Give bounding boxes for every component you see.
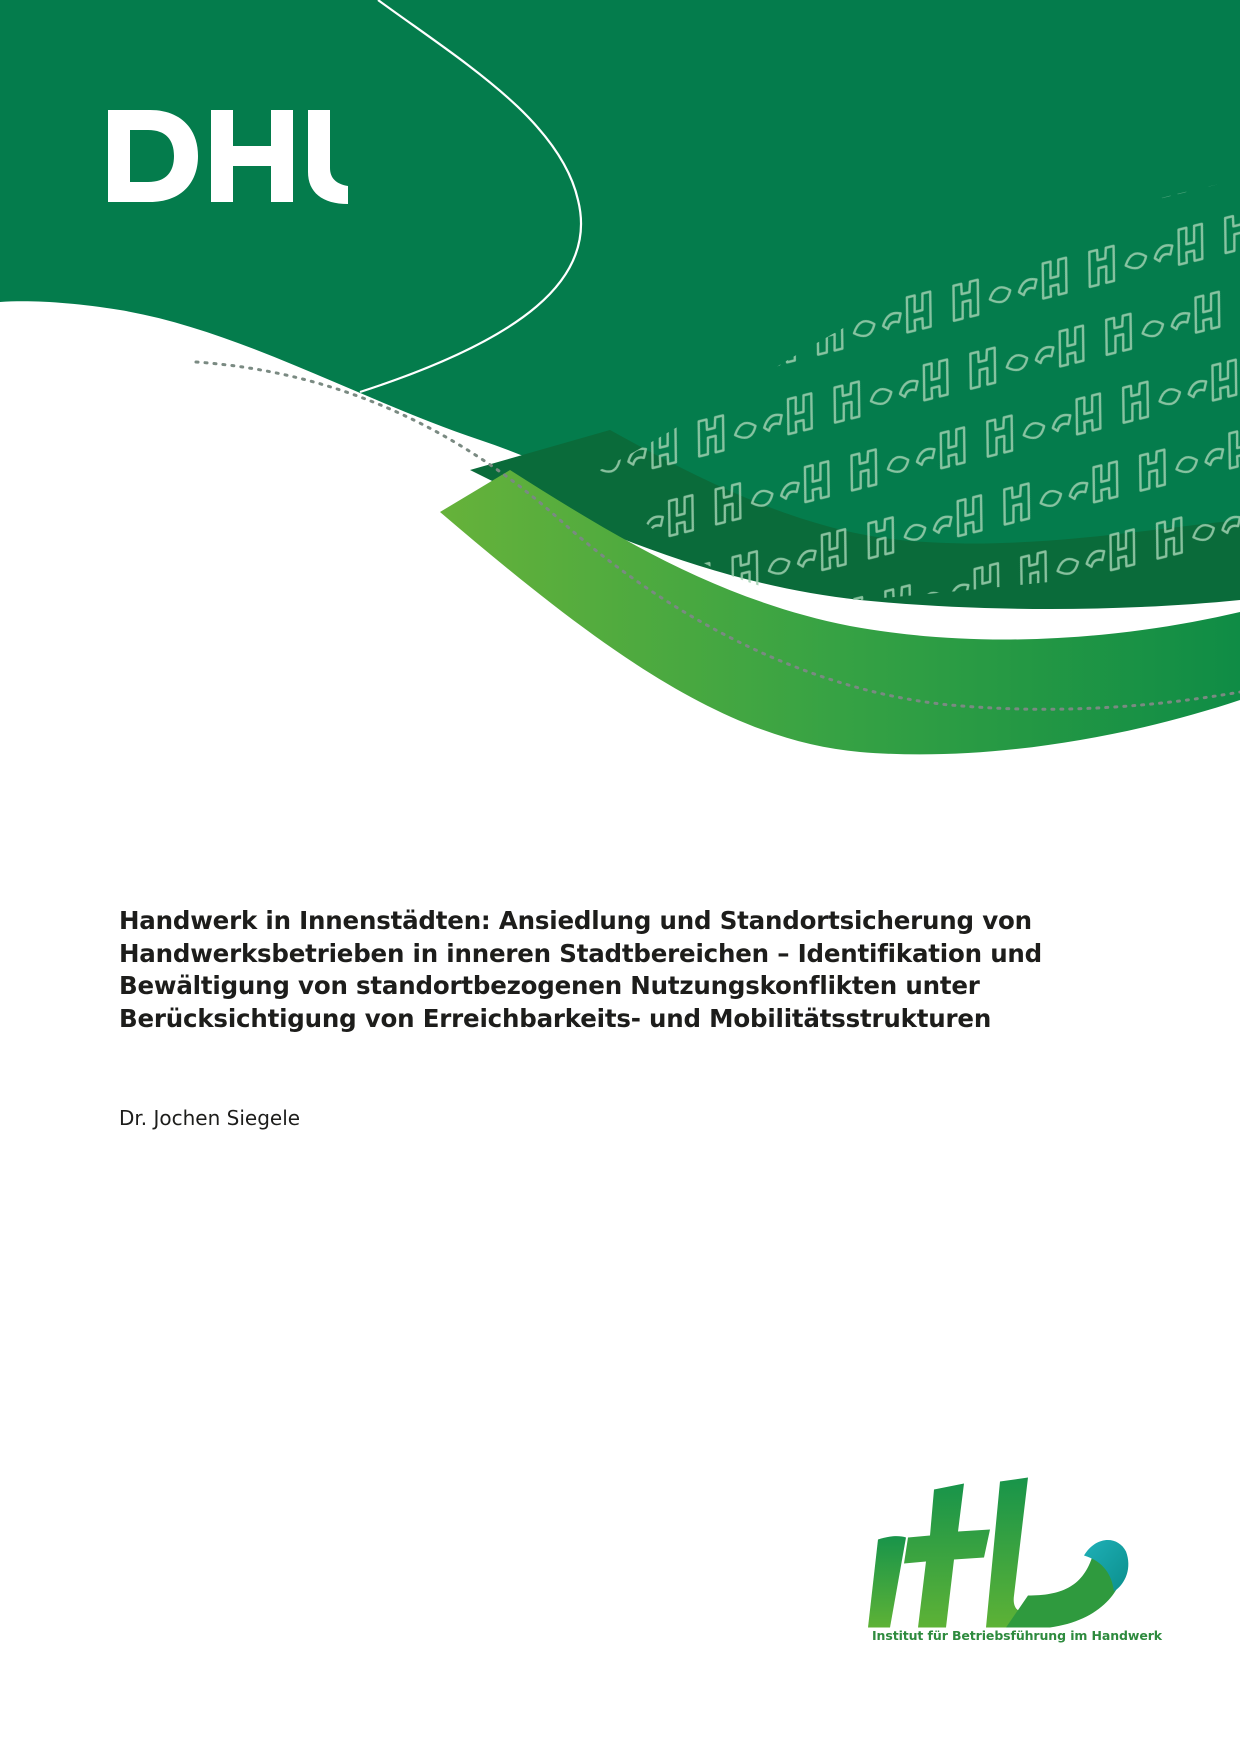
document-title [119, 905, 1119, 1035]
title-line: Berücksichtigung von Erreichbarkeits- und Mobilitätsstrukturen [119, 1003, 992, 1033]
dhi-logo [108, 106, 348, 204]
title-line: Handwerksbetrieben in inneren Stadtbereichen – Identifikation und [119, 938, 1043, 968]
title-line: Handwerk in Innenstädten: Ansiedlung und Standortsicherung von [119, 906, 1032, 935]
title-line: Bewältigung von standortbezogenen Nutzungskonflikten unter [119, 971, 980, 1000]
institute-name: Institut für Betriebsführung im Handwerk [872, 1628, 1163, 1643]
author-name: Dr. Jochen Siegele [119, 1106, 301, 1130]
